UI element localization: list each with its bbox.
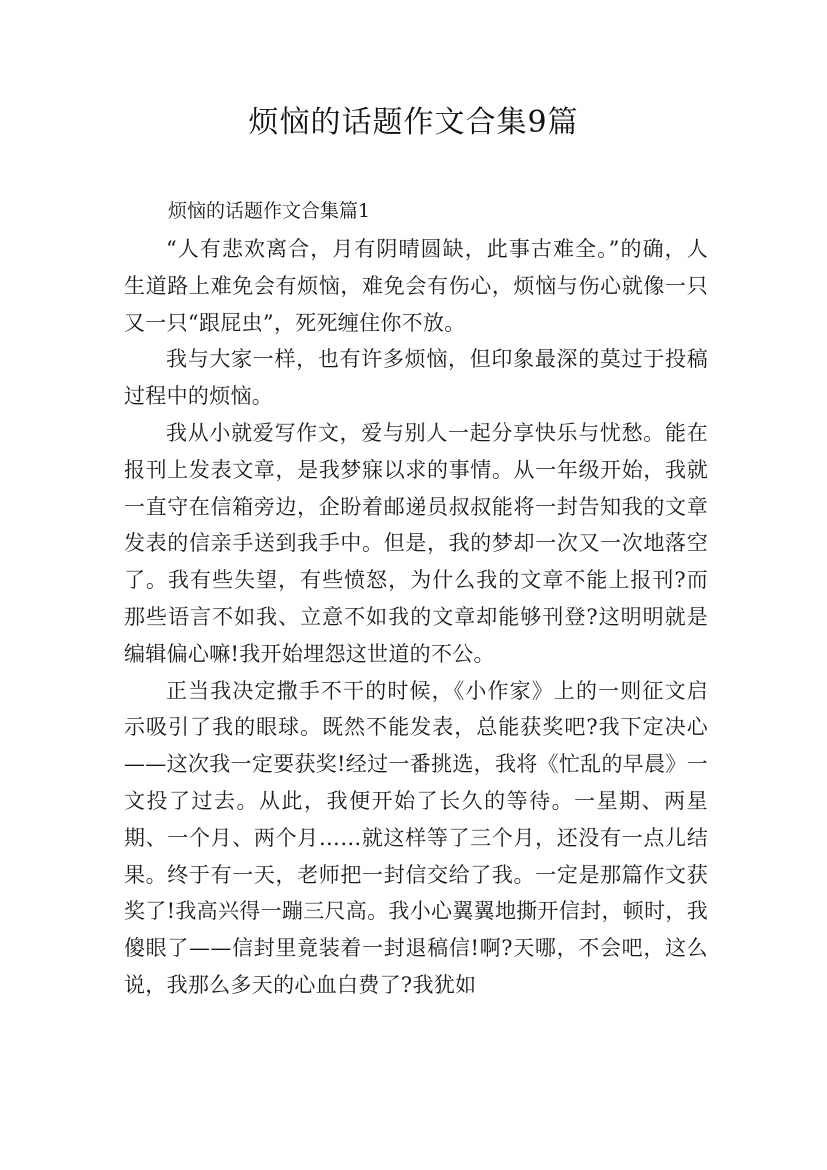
paragraph-4: 正当我决定撒手不干的时候，《小作家》上的一则征文启示吸引了我的眼球。既然不能发表，总能获奖吧?我下定决心——这次我一定要获奖!经过一番挑选，我将《忙乱的早晨》一文投了过去。从此，我便开始了长久的等待。一星期、两星期、一个月、两个月……就这样等了三个月，还没有一点儿结果。终于有一天，老师把一封信交给了我。一定是那篇作文获奖了!我高兴得一蹦三尺高。我小心翼翼地撕开信封，顿时，我傻眼了——信封里竟装着一封退稿信!啊?天哪，不会吧，这么说，我那么多天的心血白费了?我犹如 [124,678,708,997]
section-heading: 烦恼的话题作文合集篇1 [168,200,371,222]
paragraph-1: “人有悲欢离合，月有阴晴圆缺，此事古难全。”的确，人生道路上难免会有烦恼，难免会有伤心，烦恼与伤心就像一只又一只“跟屁虫”，死死缠住你不放。 [124,237,708,335]
document-body [124,193,708,1004]
paragraph-2: 我与大家一样，也有许多烦恼，但印象最深的莫过于投稿过程中的烦恼。 [124,347,708,409]
document-title: 烦恼的话题作文合集9篇 [248,105,579,140]
paragraph-3: 我从小就爱写作文，爱与别人一起分享快乐与忧愁。能在报刊上发表文章，是我梦寐以求的事情。从一年级开始，我就一直守在信箱旁边，企盼着邮递员叔叔能将一封告知我的文章发表的信亲手送到我手中。但是，我的梦却一次又一次地落空了。我有些失望，有些愤怒，为什么我的文章不能上报刊?而那些语言不如我、立意不如我的文章却能够刊登?这明明就是编辑偏心嘛!我开始埋怨这世道的不公。 [124,420,708,666]
